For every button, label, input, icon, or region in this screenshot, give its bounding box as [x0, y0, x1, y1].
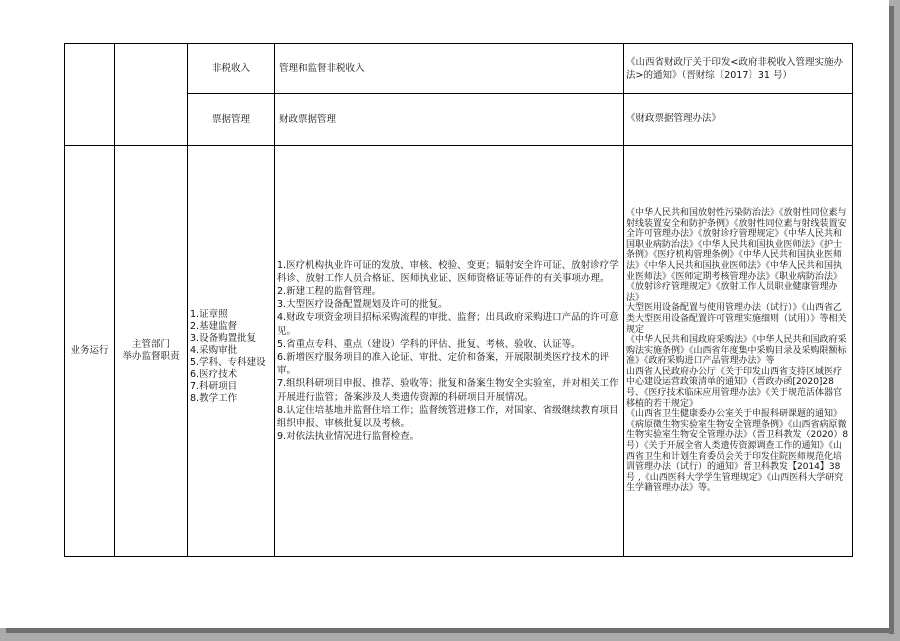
item-list-cell — [188, 146, 275, 557]
list-item: 1.证章照 — [190, 309, 228, 320]
main-basis-cell: 《中华人民共和国放射性污染防治法》《放射性同位素与射线装置安全和防护条例》《放射性同位素与射线装置安全许可管理办法》《放射诊疗管理规定》《中华人民共和国职业病防治法》《中华人民共和国执业医师法》《护士条例》《医疗机构管理条例》《中华人民共和国执业医师法》《中华人民共和国执业医师法》《中华人民共和国执业医师法》《医师定期考核管理办法》《职业病防治法》《放射诊疗管理规定》《放射工作人员职业健康管理办法》 大型医用设备配置与使用管理办法（试行）》《山西省乙类大型医用设备配置许可管理实施细则（试用）》等相关规定 《中华人民共和国政府采购法》《中华人民共和国政府采购法实施条例》《山西省年度集中采购目录及采购限额标准》《政府采购进口产品管理办法》等 山西省人民政府办公厅《关于印发山西省支持区域医疗中心建设运营政策清单的通知》（晋政办函[2020]28 号、《医疗技术临床应用管理办法》《关于规范活体器官移植的若干规定》 《山西省卫生健康委办公室关于申报科研课题的通知》《病原微生物实验室生物安全管理条例》《山西省病原微生物实验室生物安全管理办法》（晋卫科教发（2020）8 号）《关于开展全省人类遗传资源调查工作的通知》《山西省卫生和计划生育委员会关于印发住院医师规范化培训管理办法（试行）的通知》晋卫科教发【2014】38 号 ,《山西医科大学学生管理规定》《山西医科大学研究生学籍管理办法》等。 — [624, 146, 853, 557]
subcategory-line: 主管部门 — [131, 339, 170, 350]
item-content-cell: 财政票据管理 — [275, 94, 624, 146]
item-basis-cell: 《财政票据管理办法》 — [624, 94, 853, 146]
list-item: 6.医疗技术 — [190, 369, 238, 380]
empty-cell — [115, 44, 188, 146]
table-row — [65, 44, 853, 94]
main-content-cell: 1.医疗机构执业许可证的发放、审核、校验、变更；辐射安全许可证、放射诊疗学科诊、放射工作人员合格证、医师执业证、医师资格证等证件的有关事项办理。 2.新建工程的监督管理。 3.大型医疗设备配置规划及许可的批复。 4.财政专项资金项目招标采购流程的审批、监督；出具政府采购进口产品的许可意见。 5.省重点专科、重点（建设）学科的评估、批复、考核、验收、认证等。 6.新增医疗服务项目的准入论证、审批、定价和备案，开展限制类医疗技术的评审。 7.组织科研项目申报、推荐、验收等；批复和备案生物安全实验室，并对相关工作开展进行监管；备案涉及人类遗传资源的科研项目开展情况。 8.认定住培基地并监督住培工作；监督统管进修工作，对国家、省级继续教育项目组织申报、审核批复以及考核。 9.对依法执业情况进行监督检查。 — [275, 146, 624, 557]
responsibility-table — [64, 43, 853, 557]
empty-cell — [65, 44, 115, 146]
category-cell: 业务运行 — [65, 146, 115, 557]
item-name-cell: 非税收入 — [188, 44, 275, 94]
list-item: 4.采购审批 — [190, 345, 238, 356]
subcategory-line: 举办监督职责 — [122, 351, 180, 362]
table-row — [65, 146, 853, 557]
item-name-cell: 票据管理 — [188, 94, 275, 146]
list-item: 8.教学工作 — [190, 393, 238, 404]
page-shadow-right — [889, 6, 894, 634]
item-basis-cell: 《山西省财政厅关于印发<政府非税收入管理实施办法>的通知》（晋财综〔2017〕31 号） — [624, 44, 853, 94]
list-item: 2.基建监督 — [190, 321, 238, 332]
list-item: 5.学科、专科建设 — [190, 357, 266, 368]
subcategory-cell — [115, 146, 188, 557]
list-item: 7.科研项目 — [190, 381, 238, 392]
item-content-cell: 管理和监督非税收入 — [275, 44, 624, 94]
list-item: 3.设备购置批复 — [190, 333, 257, 344]
page-shadow-bottom — [6, 628, 894, 633]
